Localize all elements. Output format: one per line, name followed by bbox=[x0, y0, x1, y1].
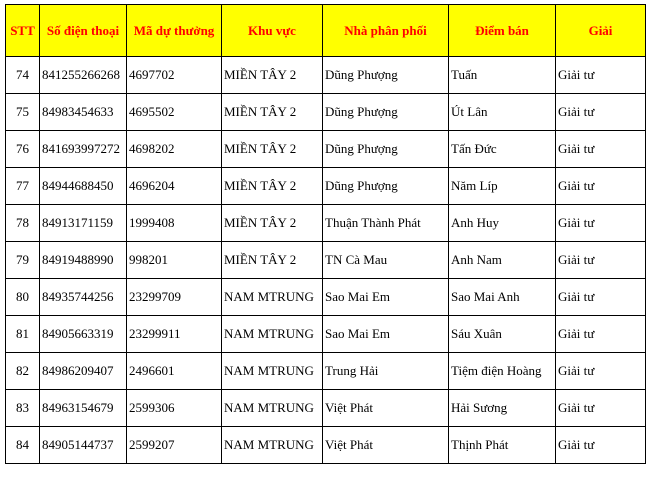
cell-prize: Giải tư bbox=[556, 57, 646, 94]
cell-phone: 84935744256 bbox=[40, 279, 127, 316]
cell-region: NAM MTRUNG bbox=[222, 316, 323, 353]
cell-outlet: Sáu Xuân bbox=[449, 316, 556, 353]
cell-stt: 75 bbox=[6, 94, 40, 131]
cell-phone: 841693997272 bbox=[40, 131, 127, 168]
cell-region: MIỀN TÂY 2 bbox=[222, 94, 323, 131]
cell-prize-code: 2599306 bbox=[127, 390, 222, 427]
header-row bbox=[6, 5, 646, 57]
cell-phone: 84913171159 bbox=[40, 205, 127, 242]
table-row bbox=[6, 390, 646, 427]
table-row bbox=[6, 316, 646, 353]
cell-outlet: Tiệm điện Hoàng bbox=[449, 353, 556, 390]
header-prize: Giải bbox=[556, 5, 646, 57]
table-row bbox=[6, 94, 646, 131]
cell-region: MIỀN TÂY 2 bbox=[222, 131, 323, 168]
cell-prize-code: 4698202 bbox=[127, 131, 222, 168]
cell-prize: Giải tư bbox=[556, 316, 646, 353]
cell-phone: 84986209407 bbox=[40, 353, 127, 390]
cell-stt: 74 bbox=[6, 57, 40, 94]
cell-region: MIỀN TÂY 2 bbox=[222, 57, 323, 94]
cell-outlet: Út Lân bbox=[449, 94, 556, 131]
cell-stt: 79 bbox=[6, 242, 40, 279]
cell-prize: Giải tư bbox=[556, 353, 646, 390]
cell-prize: Giải tư bbox=[556, 242, 646, 279]
cell-prize-code: 1999408 bbox=[127, 205, 222, 242]
header-prize-code: Mã dự thưởng bbox=[127, 5, 222, 57]
cell-prize: Giải tư bbox=[556, 279, 646, 316]
cell-outlet: Tấn Đức bbox=[449, 131, 556, 168]
cell-distributor: Dũng Phượng bbox=[323, 94, 449, 131]
cell-prize: Giải tư bbox=[556, 390, 646, 427]
cell-prize-code: 998201 bbox=[127, 242, 222, 279]
prize-winners-table-container bbox=[5, 4, 646, 464]
cell-prize: Giải tư bbox=[556, 427, 646, 464]
cell-distributor: Thuận Thành Phát bbox=[323, 205, 449, 242]
table-row bbox=[6, 242, 646, 279]
cell-phone: 84944688450 bbox=[40, 168, 127, 205]
cell-stt: 84 bbox=[6, 427, 40, 464]
cell-prize-code: 2599207 bbox=[127, 427, 222, 464]
header-region: Khu vực bbox=[222, 5, 323, 57]
cell-distributor: Sao Mai Em bbox=[323, 316, 449, 353]
cell-phone: 84963154679 bbox=[40, 390, 127, 427]
cell-prize: Giải tư bbox=[556, 131, 646, 168]
cell-stt: 83 bbox=[6, 390, 40, 427]
cell-outlet: Thịnh Phát bbox=[449, 427, 556, 464]
cell-prize: Giải tư bbox=[556, 205, 646, 242]
cell-phone: 841255266268 bbox=[40, 57, 127, 94]
cell-region: NAM MTRUNG bbox=[222, 427, 323, 464]
cell-outlet: Tuấn bbox=[449, 57, 556, 94]
cell-region: MIỀN TÂY 2 bbox=[222, 168, 323, 205]
cell-region: MIỀN TÂY 2 bbox=[222, 205, 323, 242]
cell-prize-code: 2496601 bbox=[127, 353, 222, 390]
cell-distributor: Dũng Phượng bbox=[323, 168, 449, 205]
cell-prize-code: 23299709 bbox=[127, 279, 222, 316]
cell-stt: 81 bbox=[6, 316, 40, 353]
table-body bbox=[6, 57, 646, 464]
cell-stt: 77 bbox=[6, 168, 40, 205]
cell-prize: Giải tư bbox=[556, 168, 646, 205]
cell-distributor: Việt Phát bbox=[323, 427, 449, 464]
cell-prize-code: 23299911 bbox=[127, 316, 222, 353]
cell-distributor: Dũng Phượng bbox=[323, 57, 449, 94]
cell-stt: 82 bbox=[6, 353, 40, 390]
cell-distributor: Dũng Phượng bbox=[323, 131, 449, 168]
cell-prize: Giải tư bbox=[556, 94, 646, 131]
cell-outlet: Anh Nam bbox=[449, 242, 556, 279]
cell-phone: 84905663319 bbox=[40, 316, 127, 353]
header-stt: STT bbox=[6, 5, 40, 57]
cell-region: NAM MTRUNG bbox=[222, 279, 323, 316]
cell-stt: 76 bbox=[6, 131, 40, 168]
cell-region: NAM MTRUNG bbox=[222, 390, 323, 427]
cell-stt: 78 bbox=[6, 205, 40, 242]
table-row bbox=[6, 353, 646, 390]
table-header bbox=[6, 5, 646, 57]
table-row bbox=[6, 168, 646, 205]
table-row bbox=[6, 279, 646, 316]
header-phone: Số điện thoại bbox=[40, 5, 127, 57]
cell-prize-code: 4696204 bbox=[127, 168, 222, 205]
cell-outlet: Năm Líp bbox=[449, 168, 556, 205]
cell-outlet: Anh Huy bbox=[449, 205, 556, 242]
cell-phone: 84905144737 bbox=[40, 427, 127, 464]
cell-region: NAM MTRUNG bbox=[222, 353, 323, 390]
cell-distributor: Sao Mai Em bbox=[323, 279, 449, 316]
table-row bbox=[6, 131, 646, 168]
cell-outlet: Sao Mai Anh bbox=[449, 279, 556, 316]
cell-prize-code: 4697702 bbox=[127, 57, 222, 94]
cell-phone: 84983454633 bbox=[40, 94, 127, 131]
cell-phone: 84919488990 bbox=[40, 242, 127, 279]
header-distributor: Nhà phân phối bbox=[323, 5, 449, 57]
header-outlet: Điểm bán bbox=[449, 5, 556, 57]
table-row bbox=[6, 427, 646, 464]
prize-winners-table bbox=[5, 4, 646, 464]
cell-prize-code: 4695502 bbox=[127, 94, 222, 131]
table-row bbox=[6, 205, 646, 242]
table-row bbox=[6, 57, 646, 94]
cell-outlet: Hải Sương bbox=[449, 390, 556, 427]
cell-stt: 80 bbox=[6, 279, 40, 316]
cell-distributor: Trung Hải bbox=[323, 353, 449, 390]
cell-distributor: TN Cà Mau bbox=[323, 242, 449, 279]
cell-region: MIỀN TÂY 2 bbox=[222, 242, 323, 279]
cell-distributor: Việt Phát bbox=[323, 390, 449, 427]
